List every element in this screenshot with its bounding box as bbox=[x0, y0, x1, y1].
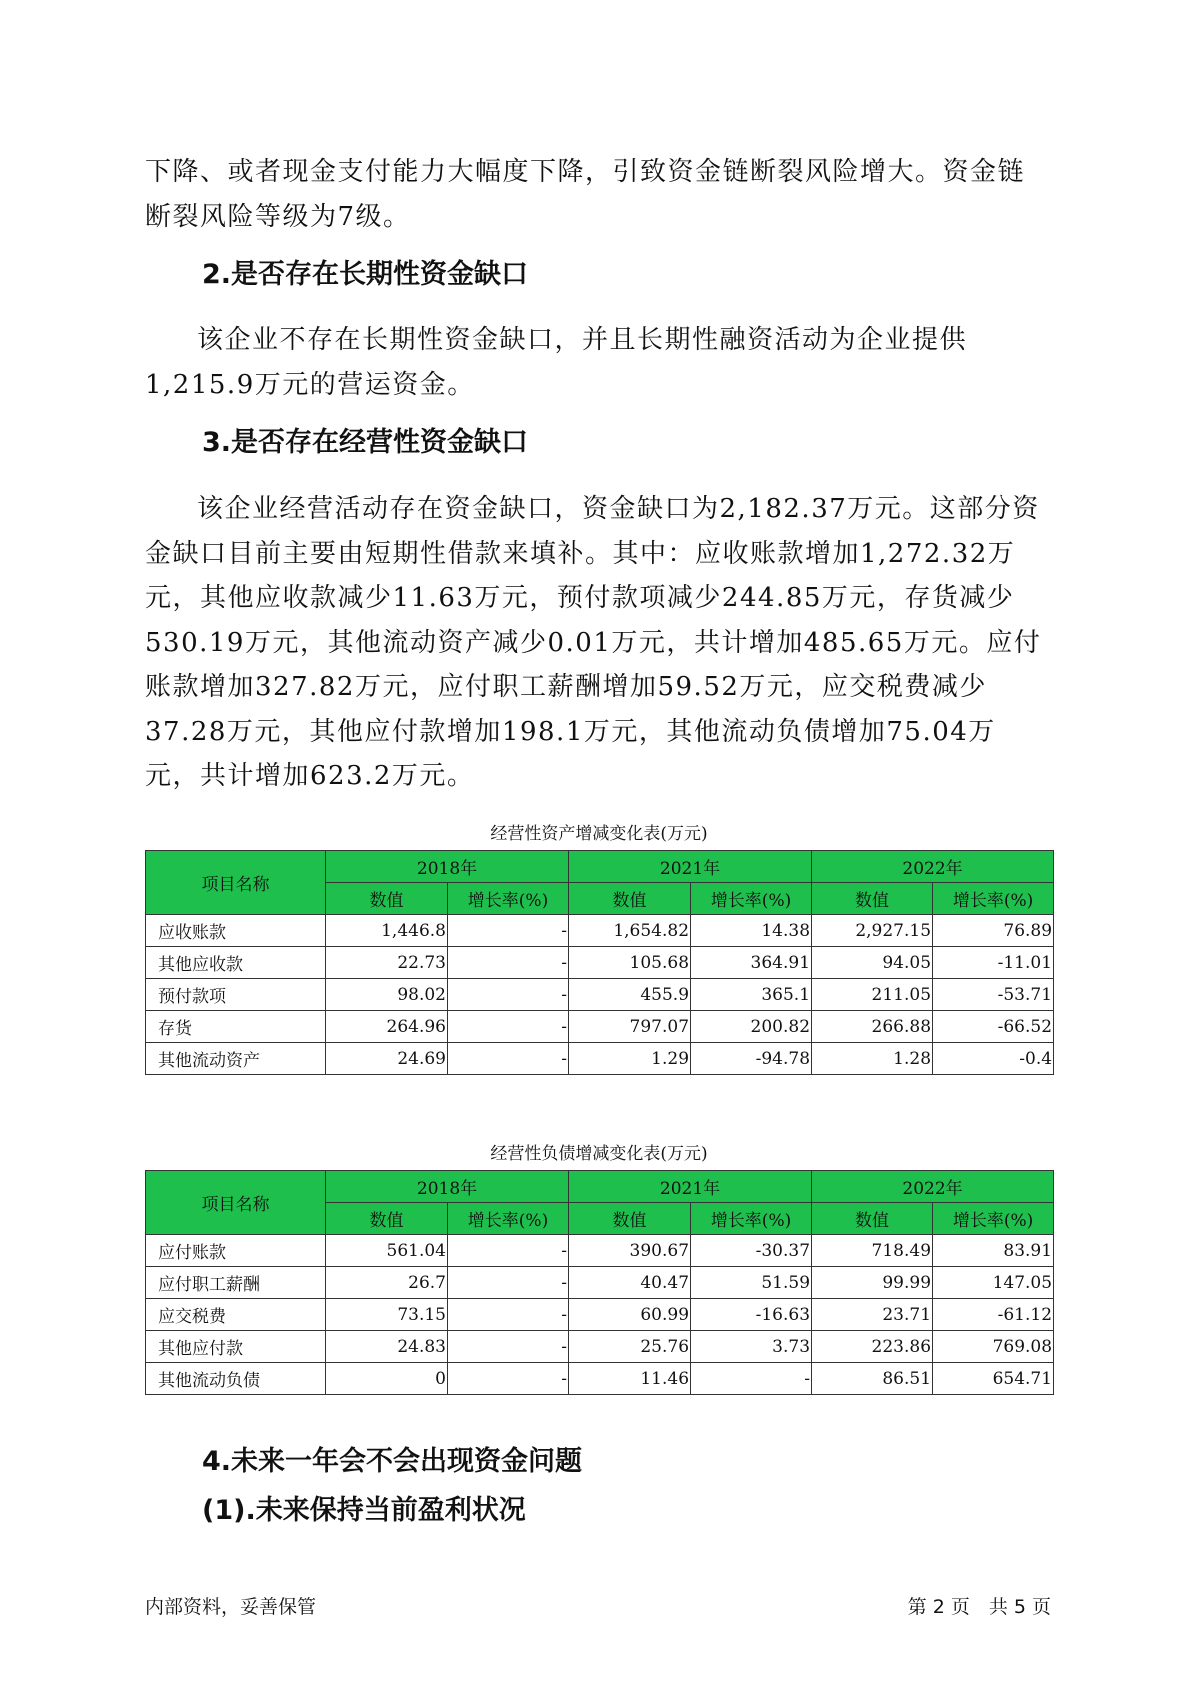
table-cell: 60.99 bbox=[569, 1299, 691, 1331]
header-growth-rate: 增长率(%) bbox=[691, 1203, 812, 1235]
table-cell: 22.73 bbox=[326, 947, 448, 979]
table-cell: -30.37 bbox=[691, 1235, 812, 1267]
table-cell: 1.29 bbox=[569, 1043, 691, 1075]
table-cell: 1.28 bbox=[812, 1043, 933, 1075]
table-row bbox=[146, 1331, 1054, 1363]
table-cell: 390.67 bbox=[569, 1235, 691, 1267]
table-row bbox=[146, 1267, 1054, 1299]
table-cell: - bbox=[448, 1331, 569, 1363]
row-label: 存货 bbox=[146, 1011, 326, 1043]
table-row bbox=[146, 947, 1054, 979]
table-cell: 561.04 bbox=[326, 1235, 448, 1267]
table-cell: 266.88 bbox=[812, 1011, 933, 1043]
table-cell: 147.05 bbox=[933, 1267, 1054, 1299]
table-cell: 23.71 bbox=[812, 1299, 933, 1331]
row-label: 应付账款 bbox=[146, 1235, 326, 1267]
table-cell: - bbox=[448, 1043, 569, 1075]
table-cell: 24.83 bbox=[326, 1331, 448, 1363]
table-cell: 365.1 bbox=[691, 979, 812, 1011]
header-value: 数值 bbox=[326, 1203, 448, 1235]
table-cell: - bbox=[448, 1011, 569, 1043]
header-value: 数值 bbox=[569, 883, 691, 915]
table-cell: 24.69 bbox=[326, 1043, 448, 1075]
table-row bbox=[146, 1011, 1054, 1043]
table-cell: 223.86 bbox=[812, 1331, 933, 1363]
table-cell: 11.46 bbox=[569, 1363, 691, 1395]
table-row bbox=[146, 1299, 1054, 1331]
table-caption-liabilities: 经营性负债增减变化表(万元) bbox=[490, 1144, 708, 1164]
row-label: 其他应收款 bbox=[146, 947, 326, 979]
header-year: 2022年 bbox=[812, 851, 1054, 883]
row-label: 其他流动资产 bbox=[146, 1043, 326, 1075]
table-cell: -16.63 bbox=[691, 1299, 812, 1331]
table-cell: 94.05 bbox=[812, 947, 933, 979]
table-cell: - bbox=[448, 947, 569, 979]
table-cell: -0.4 bbox=[933, 1043, 1054, 1075]
footer-page-number: 第 2 页 共 5 页 bbox=[907, 1596, 1051, 1618]
row-label: 应付职工薪酬 bbox=[146, 1267, 326, 1299]
row-label: 应交税费 bbox=[146, 1299, 326, 1331]
table-cell: 105.68 bbox=[569, 947, 691, 979]
table-cell: 1,446.8 bbox=[326, 915, 448, 947]
table-cell: -53.71 bbox=[933, 979, 1054, 1011]
table-cell: 797.07 bbox=[569, 1011, 691, 1043]
heading-maintain-profit: (1).未来保持当前盈利状况 bbox=[202, 1495, 526, 1526]
table-cell: 3.73 bbox=[691, 1331, 812, 1363]
table-cell: - bbox=[691, 1363, 812, 1395]
table-cell: 76.89 bbox=[933, 915, 1054, 947]
table-cell: 2,927.15 bbox=[812, 915, 933, 947]
header-growth-rate: 增长率(%) bbox=[448, 883, 569, 915]
heading-long-term-gap: 2.是否存在长期性资金缺口 bbox=[202, 259, 529, 290]
header-item-name: 项目名称 bbox=[146, 851, 326, 915]
paragraph-risk-level: 下降、或者现金支付能力大幅度下降，引致资金链断裂风险增大。资金链断裂风险等级为7级。 bbox=[145, 157, 1026, 232]
operating-assets-table bbox=[145, 850, 1054, 1075]
table-cell: 99.99 bbox=[812, 1267, 933, 1299]
table-row bbox=[146, 915, 1054, 947]
table-row bbox=[146, 1363, 1054, 1395]
heading-next-year-funding: 4.未来一年会不会出现资金问题 bbox=[202, 1446, 583, 1477]
table-cell: -61.12 bbox=[933, 1299, 1054, 1331]
row-label: 应收账款 bbox=[146, 915, 326, 947]
table-cell: 98.02 bbox=[326, 979, 448, 1011]
header-item-name: 项目名称 bbox=[146, 1171, 326, 1235]
table-cell: 73.15 bbox=[326, 1299, 448, 1331]
header-year: 2021年 bbox=[569, 1171, 812, 1203]
table-cell: 51.59 bbox=[691, 1267, 812, 1299]
table-cell: 1,654.82 bbox=[569, 915, 691, 947]
header-year: 2021年 bbox=[569, 851, 812, 883]
table-cell: 0 bbox=[326, 1363, 448, 1395]
table-cell: -66.52 bbox=[933, 1011, 1054, 1043]
operating-liabilities-table bbox=[145, 1170, 1054, 1395]
header-growth-rate: 增长率(%) bbox=[691, 883, 812, 915]
table-cell: - bbox=[448, 915, 569, 947]
table-cell: 25.76 bbox=[569, 1331, 691, 1363]
table-cell: - bbox=[448, 1299, 569, 1331]
header-value: 数值 bbox=[812, 883, 933, 915]
header-value: 数值 bbox=[812, 1203, 933, 1235]
table-cell: 211.05 bbox=[812, 979, 933, 1011]
table-cell: 264.96 bbox=[326, 1011, 448, 1043]
table-cell: - bbox=[448, 1235, 569, 1267]
table-cell: 86.51 bbox=[812, 1363, 933, 1395]
table-cell: 26.7 bbox=[326, 1267, 448, 1299]
header-growth-rate: 增长率(%) bbox=[448, 1203, 569, 1235]
table-cell: 40.47 bbox=[569, 1267, 691, 1299]
table-cell: - bbox=[448, 1363, 569, 1395]
heading-operating-gap: 3.是否存在经营性资金缺口 bbox=[202, 427, 529, 458]
paragraph-long-term-gap: 该企业不存在长期性资金缺口，并且长期性融资活动为企业提供1,215.9万元的营运资金。 bbox=[145, 325, 968, 400]
footer-confidential-note: 内部资料，妥善保管 bbox=[145, 1596, 317, 1618]
header-value: 数值 bbox=[326, 883, 448, 915]
table-cell: 14.38 bbox=[691, 915, 812, 947]
table-cell: 654.71 bbox=[933, 1363, 1054, 1395]
header-year: 2022年 bbox=[812, 1171, 1054, 1203]
table-cell: - bbox=[448, 979, 569, 1011]
header-value: 数值 bbox=[569, 1203, 691, 1235]
table-cell: - bbox=[448, 1267, 569, 1299]
table-cell: 455.9 bbox=[569, 979, 691, 1011]
header-growth-rate: 增长率(%) bbox=[933, 883, 1054, 915]
row-label: 其他流动负债 bbox=[146, 1363, 326, 1395]
table-cell: 769.08 bbox=[933, 1331, 1054, 1363]
table-caption-assets: 经营性资产增减变化表(万元) bbox=[490, 824, 708, 844]
table-row bbox=[146, 1043, 1054, 1075]
table-row bbox=[146, 1235, 1054, 1267]
row-label: 预付款项 bbox=[146, 979, 326, 1011]
table-cell: 718.49 bbox=[812, 1235, 933, 1267]
table-cell: 364.91 bbox=[691, 947, 812, 979]
row-label: 其他应付款 bbox=[146, 1331, 326, 1363]
table-row bbox=[146, 979, 1054, 1011]
header-year: 2018年 bbox=[326, 851, 569, 883]
table-cell: 200.82 bbox=[691, 1011, 812, 1043]
table-cell: 83.91 bbox=[933, 1235, 1054, 1267]
paragraph-operating-gap: 该企业经营活动存在资金缺口，资金缺口为2,182.37万元。这部分资金缺口目前主要由短期性借款来填补。其中：应收账款增加1,272.32万元，其他应收款减少11.63万元，预付款项减少244.85万元，存货减少530.19万元，其他流动资产减少0.01万元，共计增加485.65万元。应付账款增加327.82万元，应付职工薪酬增加59.52万元，应交税费减少37.28万元，其他应付款增加198.1万元，其他流动负债增加75.04万元，共计增加623.2万元。 bbox=[145, 494, 1042, 791]
header-growth-rate: 增长率(%) bbox=[933, 1203, 1054, 1235]
table-cell: -94.78 bbox=[691, 1043, 812, 1075]
header-year: 2018年 bbox=[326, 1171, 569, 1203]
table-cell: -11.01 bbox=[933, 947, 1054, 979]
